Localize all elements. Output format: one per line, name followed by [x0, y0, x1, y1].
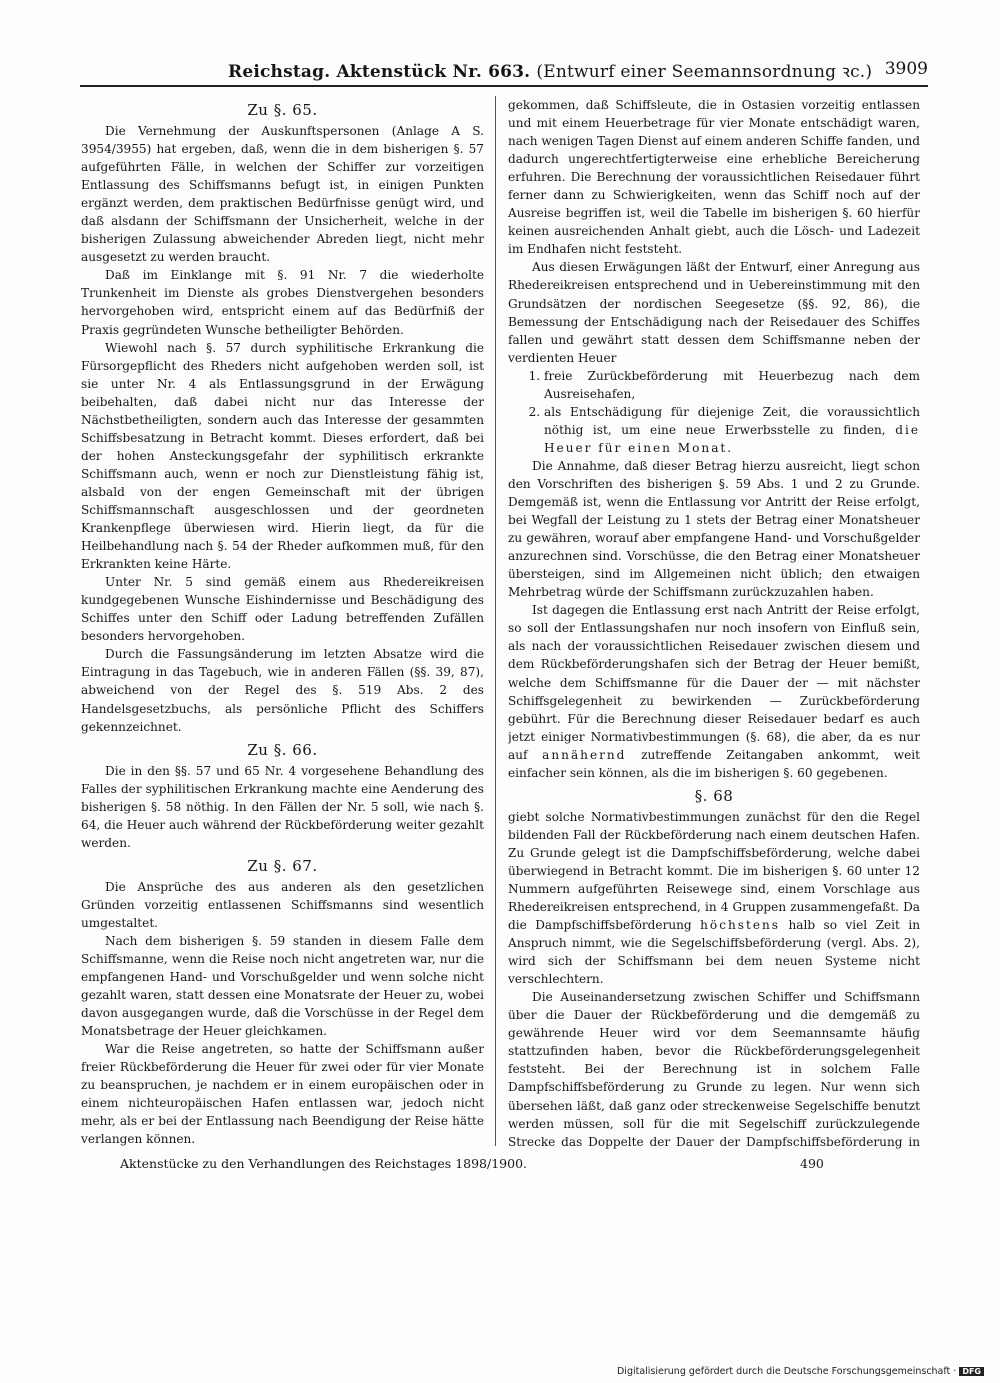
digitization-credit — [617, 1366, 984, 1377]
sheet-number: 490 — [800, 1156, 824, 1171]
paragraph: Die Annahme, daß dieser Betrag hierzu ausreicht, liegt schon den Vorschriften des bisherigen §. 59 Abs. 1 und 2 zu Grunde. Demgemäß ist, wenn die Entlassung vor Antritt der Reise erfolgt, bei Wegfall der Leistung zu 1 stets der Betrag einer Monatsheuer zu gewähren, worauf aber empfangene Hand- und Vorschußgelder anzurechnen sind. Vorschüsse, die den Betrag einer Monatsheuer übersteigen, sind im Allgemeinen nicht üblich; den etwaigen Mehrbetrag würde der Schiffsmann zurückzuzahlen haben. — [508, 458, 920, 600]
section-heading-65: Zu §. 65. — [247, 101, 318, 119]
paragraph: War die Reise angetreten, so hatte der Schiffsmann außer freier Rückbeförderung die Heuer für zwei oder für vier Monate zu beanspruchen, je nachdem er in einem europäischen oder in einem nichteuropäischen Hafen entlassen war, jedoch nicht mehr, als er bei der Entlassung nach Beendigung der Reise hätte verlangen können. — [81, 1042, 484, 1147]
emphasis: annähernd — [542, 747, 627, 762]
header-title-main: Reichstag. Aktenstück Nr. 663. — [228, 62, 531, 82]
paragraph — [81, 1149, 484, 1151]
paragraph: gekommen, daß Schiffsleute, die in Ostasien vorzeitig entlassen und mit einem Heuerbetrage für vier Monate entschädigt waren, nach wenigen Tagen Dienst auf einem anderen Schiffe fanden, und dadurch ungerechtfertigterweise eine erhebliche Bereicherung erfuhren. Die Berechnung der voraussichtlichen Reisedauer führt ferner dann zu Schwierigkeiten, wenn das Schiff noch auf der Ausreise begriffen ist, weil die Tabelle im bisherigen §. 60 hierfür keinen ausreichenden Anhalt giebt, auch die Lösch- und Ladezeit im Endhafen nicht feststeht. — [508, 98, 920, 257]
numbered-list — [508, 367, 920, 457]
dfg-logo-icon: DFG — [959, 1367, 984, 1376]
paragraph — [508, 601, 920, 781]
paragraph: Nach dem bisherigen §. 59 standen in diesem Falle dem Schiffsmanne, wenn die Reise noch nicht angetreten war, nur die empfangenen Hand- und Vorschußgelder und wenn solche nicht gezahlt waren, statt dessen eine Monatsrate der Heuer zu, wobei davon ausgegangen wurde, daß die Vorschüsse in der Regel dem Monatsbetrage der Heuer gleichkamen. — [81, 933, 484, 1039]
paragraph: Die Vernehmung der Auskunftspersonen (Anlage A S. 3954/3955) hat ergeben, daß, wenn die in dem bisherigen §. 57 aufgeführten Fälle, in welchen der Schiffer zur vorzeitigen Entlassung des Schiffsmanns befugt ist, in einigen Punkten ergänzt werden, dem praktischen Bedürfnisse genügt wird, und daß alsdann der Schiffsmann der Unsicherheit, welche in der bisherigen Zulassung abweichender Abreden liegt, nicht mehr ausgesetzt zu werden braucht. — [81, 124, 484, 265]
list-item — [544, 403, 920, 457]
section-heading-66: Zu §. 66. — [247, 740, 318, 759]
section-heading-68: §. 68 — [694, 786, 734, 805]
emphasis: höchstens — [700, 918, 780, 933]
paragraph: Unter Nr. 5 sind gemäß einem aus Rhedereikreisen kundgegebenen Wunsche Eishindernisse und Beschädigung des Schiffes unter den Schiff oder Ladung betreffenden Zufällen besonders hervorgehoben. — [81, 575, 484, 644]
section-heading-67: Zu §. 67. — [247, 856, 318, 875]
right-column — [508, 96, 920, 1151]
paragraph-text: zutreffende Zeitangaben ankommt, weit einfacher sein können, als die im bisherigen §. 60 gegebenen. — [508, 747, 920, 780]
column-divider — [495, 96, 496, 1146]
paragraph: Wiewohl nach §. 57 durch syphilitische Erkrankung die Fürsorgepflicht des Rheders nicht aufgehoben werden soll, ist sie unter Nr. 4 als Entlassungsgrund in der Erwägung beibehalten, daß dabei nicht nur das Interesse der Nächstbetheiligten, sondern auch das Interesse der gesammten Schiffsbesatzung in Betracht kommt. Dieses erfordert, daß bei der hohen Ansteckungsgefahr der syphilitisch erkrankte Schiffsmann auch, wenn er noch zur Dienstleistung fähig ist, alsbald von der engen Gemeinschaft mit der übrigen Schiffsmannschaft ausgeschlossen und der geordneten Krankenpflege überwiesen wird. Hierin liegt, da für die Heilbehandlung nach §. 54 der Rheder aufkommen muß, für den Erkrankten keine Härte. — [81, 340, 484, 572]
paragraph: Daß im Einklange mit §. 91 Nr. 7 die wiederholte Trunkenheit im Dienste als grobes Dienstvergehen besonders hervorgehoben wird, entspricht einem auf das Bedürfniß der Praxis gegründeten Wunsche betheiligter Behörden. — [81, 268, 484, 337]
paragraph: Die Ansprüche des aus anderen als den gesetzlichen Gründen vorzeitig entlassenen Schiffsmanns sind wesentlich umgestaltet. — [81, 879, 484, 930]
paragraph: Die in den §§. 57 und 65 Nr. 4 vorgesehene Behandlung des Falles der syphilitischen Erkrankung machte eine Aenderung des bisherigen §. 58 nöthig. In den Fällen der Nr. 5 soll, wie nach §. 64, die Heuer auch während der Rückbeförderung weiter gezahlt werden. — [81, 763, 484, 850]
paragraph-text: halb so viel Zeit in Anspruch nimmt, wie die Segelschiffsbeförderung (vergl. Abs. 2), wird sich der Schiffsmann bei dem neuen Systeme nicht verschlechtern. — [508, 918, 920, 987]
page-header — [80, 55, 928, 87]
list-item: 1. freie Zurückbeförderung mit Heuerbezug nach dem Ausreisehafen, — [544, 367, 920, 403]
paragraph — [508, 808, 920, 988]
header-title — [228, 59, 872, 82]
paragraph-text: Ist dagegen die Entlassung erst nach Antritt der Reise erfolgt, so soll der Entlassungshafen nur noch insofern von Einfluß sein, als nach der voraussichtlichen Reisedauer zwischen diesem und dem Rückbeförderungshafen sich der Betrag der Heuer bemißt, welche dem Schiffsmanne für die Dauer der — mit nächster Schiffsgelegenheit zu bewirkenden — Zurückbeförderung gebührt. Für die Berechnung dieser Reisedauer bedarf es auch jetzt einiger Normativbestimmungen (§. 68), die aber, da es nur auf — [508, 603, 920, 762]
paragraph: Durch die Fassungsänderung im letzten Absatze wird die Eintragung in das Tagebuch, wie in anderen Fällen (§§. 39, 87), abweichend von der Regel des §. 519 Abs. 2 des Handelsgesetzbuchs, als persönliche Pflicht des Schiffers gekennzeichnet. — [81, 647, 484, 734]
footer-note: Aktenstücke zu den Verhandlungen des Reichstages 1898/1900. — [120, 1156, 528, 1171]
list-item-emphasis: die Heuer für einen Monat. — [544, 422, 920, 455]
page-number: 3909 — [884, 59, 928, 79]
header-subtitle: (Entwurf einer Seemannsordnung ꝛc.) — [536, 62, 873, 82]
paragraph: Aus diesen Erwägungen läßt der Entwurf, einer Anregung aus Rhedereikreisen entsprechend und in Uebereinstimmung mit den Grundsätzen der nordischen Seegesetze (§§. 92, 86), die Bemessung der Entschädigung nach der Reisedauer des Schiffes fallen und gewährt statt dessen dem Schiffsmanne neben der verdienten Heuer — [508, 260, 920, 365]
paragraph-text: giebt solche Normativbestimmungen zunächst für den die Regel bildenden Fall der Rückbeförderung nach einem deutschen Hafen. Zu Grunde gelegt ist die Dampfschiffsbeförderung, welche dabei überwiegend in Betracht kommt. Die im bisherigen §. 60 unter 12 Nummern aufgeführten Reisewege sind, einem Vorschlage aus Rhedereikreisen entsprechend, in 4 Gruppen zusammengefaßt. Da die Dampfschiffsbeförderung — [508, 809, 920, 933]
paragraph: Die Auseinandersetzung zwischen Schiffer und Schiffsmann über die Dauer der Rückbeförderung und die demgemäß zu gewährende Heuer wird vor dem Seemannsamte häufig stattzufinden haben, bevor die Rückbeförderungsgelegenheit feststeht. Bei der Berechnung ist in solchem Falle Dampfschiffsbeförderung zu Grunde zu legen. Nur wenn sich übersehen läßt, daß ganz oder streckenweise Segelschiffe benutzt werden müssen, soll für die mit Segelschiff zurückzulegende Strecke das Doppelte der Dauer der Dampfschiffsbeförderung in — [508, 990, 920, 1149]
left-column — [81, 96, 484, 1151]
credit-text: Digitalisierung gefördert durch die Deutsche Forschungsgemeinschaft · — [616, 1366, 957, 1377]
list-item-text: als Entschädigung für diejenige Zeit, die voraussichtlich nöthig ist, um eine neue Erwerbsstelle zu finden, — [544, 404, 920, 437]
